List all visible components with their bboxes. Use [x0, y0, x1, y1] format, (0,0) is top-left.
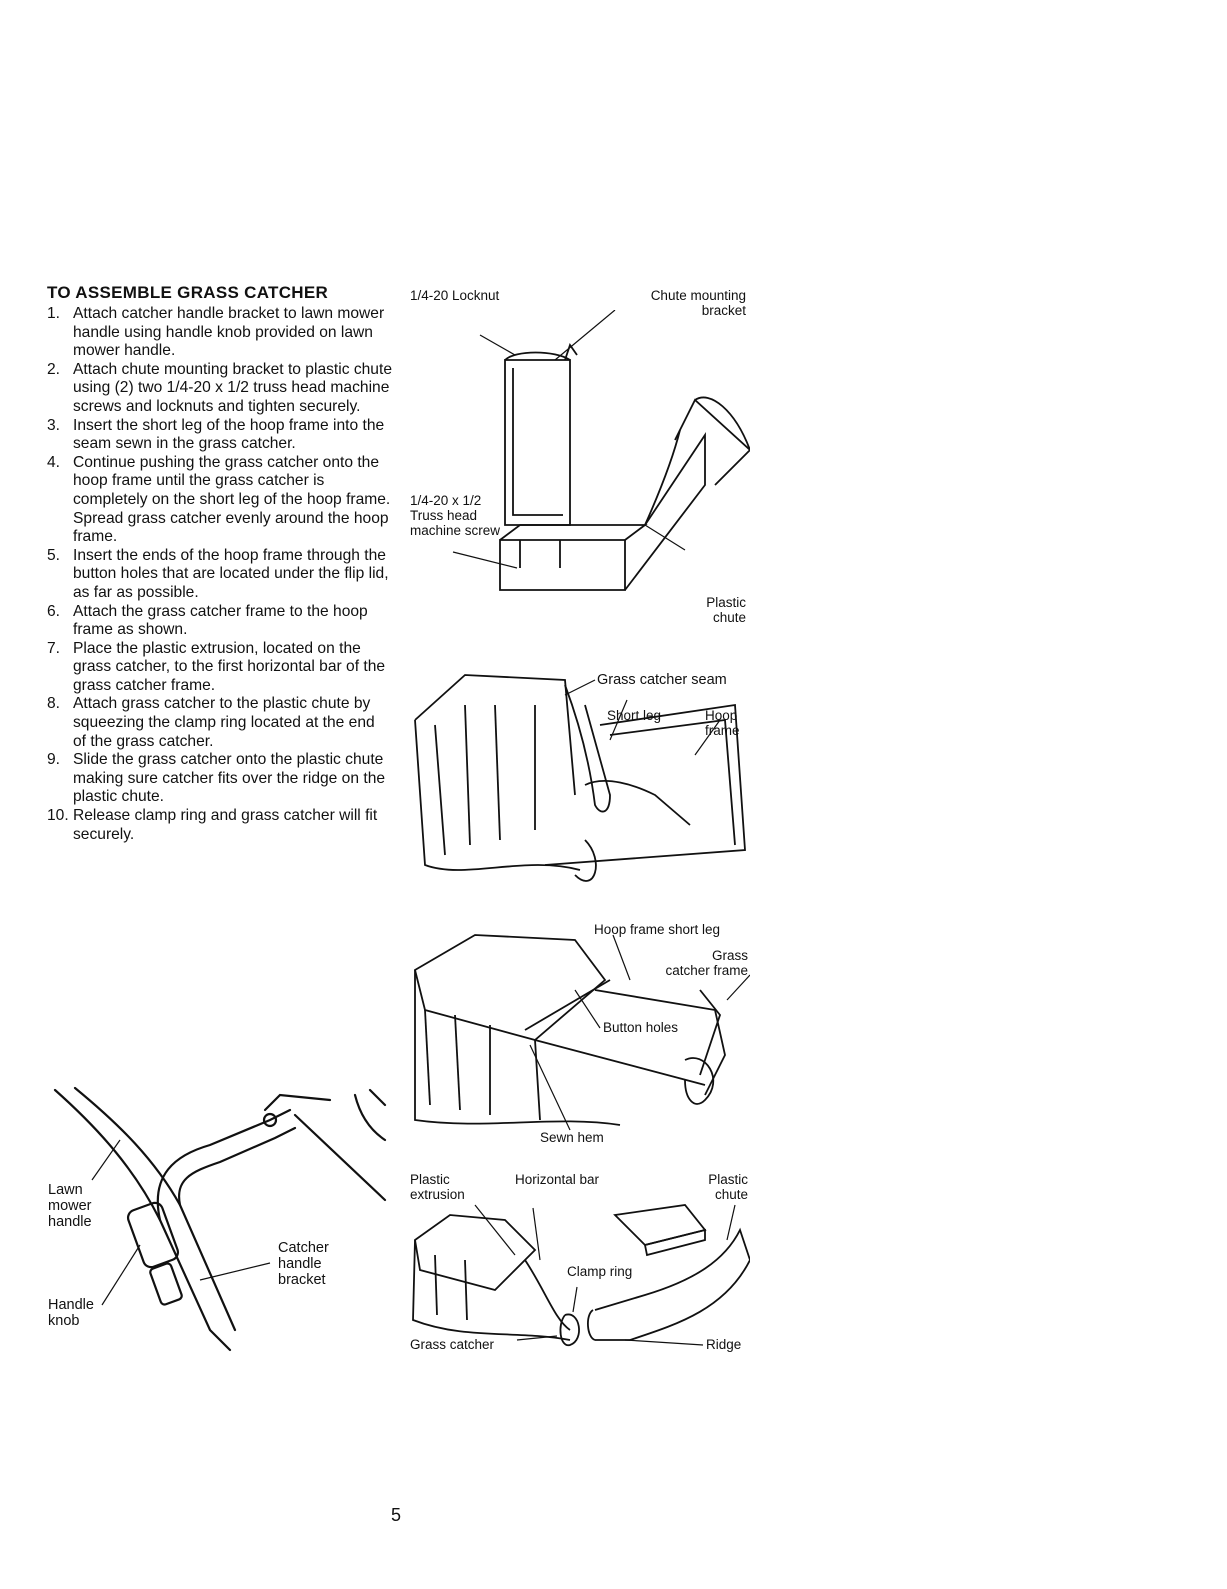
- step-item: 9. Slide the grass catcher onto the plastic chute making sure catcher fits over the ridge on the plastic chute.: [47, 751, 386, 806]
- step-text: Continue pushing the grass catcher onto the hoop frame until the grass catcher is completely on the short leg of the hoop frame. Spread grass catcher evenly around the hoop frame.: [73, 453, 391, 546]
- step-text: Insert the ends of the hoop frame through the button holes that are located under the flip lid, as far as possible.: [73, 546, 389, 601]
- chute-bracket-illustration: [405, 310, 750, 630]
- label-locknut: 1/4-20 Locknut: [410, 288, 500, 303]
- label-short-leg: Short leg: [607, 708, 662, 723]
- step-text: Insert the short leg of the hoop frame into the seam sewn in the grass catcher.: [73, 416, 385, 453]
- step-text: Attach grass catcher to the plastic chute by squeezing the clamp ring located at the end of the grass catcher.: [73, 695, 375, 750]
- step-item: 1. Attach catcher handle bracket to lawn mower handle using handle knob provided on lawn mower handle.: [47, 305, 385, 360]
- step-text: Slide the grass catcher onto the plastic chute making sure catcher fits over the ridge on the plastic chute.: [73, 751, 386, 806]
- label-sewn-hem: Sewn hem: [540, 1130, 604, 1145]
- label-catcher-handle-bracket: Catcher handle bracket: [278, 1240, 329, 1288]
- step-item: 3. Insert the short leg of the hoop frame into the seam sewn in the grass catcher.: [47, 416, 385, 453]
- label-plastic-chute: Plastic chute: [706, 595, 746, 625]
- step-item: 6. Attach the grass catcher frame to the hoop frame as shown.: [47, 602, 368, 639]
- page-number: 5: [391, 1505, 402, 1525]
- step-text: Attach catcher handle bracket to lawn mower handle using handle knob provided on lawn mower handle.: [73, 305, 385, 360]
- step-item: 10. Release clamp ring and grass catcher will fit securely.: [47, 807, 378, 843]
- step-item: 2. Attach chute mounting bracket to plastic chute using (2) two 1/4-20 x 1/2 truss head machine screws and locknuts and tighten securely.: [47, 360, 392, 415]
- label-button-holes: Button holes: [603, 1020, 679, 1035]
- label-chute-mounting-bracket: Chute mounting bracket: [650, 288, 746, 318]
- label-grass-catcher-frame: Grass catcher frame: [665, 948, 748, 978]
- step-item: 8. Attach grass catcher to the plastic chute by squeezing the clamp ring located at the end of the grass catcher.: [47, 695, 375, 750]
- label-horizontal-bar: Horizontal bar: [515, 1172, 600, 1187]
- label-plastic-chute-2: Plastic chute: [708, 1172, 748, 1202]
- label-grass-catcher: Grass catcher: [410, 1337, 495, 1352]
- instruction-list: [47, 305, 392, 844]
- label-hoop-frame-short-leg: Hoop frame short leg: [594, 922, 721, 937]
- label-hoop-frame: Hoop frame: [705, 708, 740, 738]
- label-handle-knob: Handle knob: [48, 1297, 94, 1329]
- step-text: Place the plastic extrusion, located on the grass catcher, to the first horizontal bar of the grass catcher frame.: [73, 639, 386, 694]
- label-clamp-ring: Clamp ring: [567, 1264, 633, 1279]
- catcher-seam-illustration: [405, 665, 750, 895]
- step-text: Attach the grass catcher frame to the hoop frame as shown.: [73, 602, 368, 639]
- label-truss-head-screw: 1/4-20 x 1/2 Truss head machine screw: [410, 493, 501, 538]
- label-grass-catcher-seam: Grass catcher seam: [597, 672, 727, 688]
- section-heading: TO ASSEMBLE GRASS CATCHER: [47, 283, 329, 302]
- step-item: 4. Continue pushing the grass catcher onto the hoop frame until the grass catcher is completely on the short leg of the hoop frame. Spread grass catcher evenly around the hoop frame.: [47, 453, 391, 546]
- step-item: 5. Insert the ends of the hoop frame through the button holes that are located under the flip lid, as far as possible.: [47, 546, 389, 601]
- step-item: 7. Place the plastic extrusion, located on the grass catcher, to the first horizontal bar of the grass catcher frame.: [47, 639, 386, 694]
- label-ridge: Ridge: [706, 1337, 742, 1352]
- step-text: Release clamp ring and grass catcher will fit securely.: [73, 807, 378, 843]
- step-text: Attach chute mounting bracket to plastic chute using (2) two 1/4-20 x 1/2 truss head machine screws and locknuts and tighten securely.: [73, 360, 392, 415]
- label-lawn-mower-handle: Lawn mower handle: [48, 1182, 92, 1230]
- label-plastic-extrusion: Plastic extrusion: [410, 1172, 465, 1202]
